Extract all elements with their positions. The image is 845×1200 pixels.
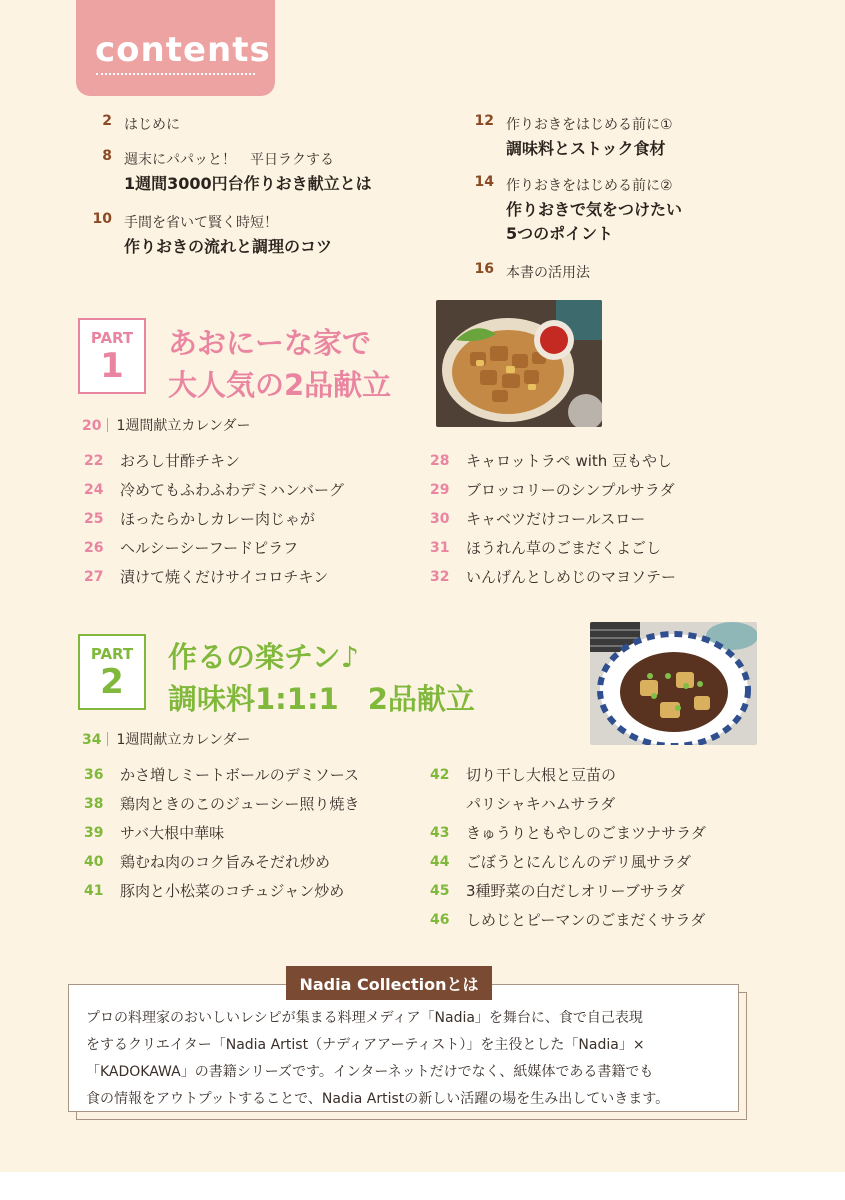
contents-heading: contents — [95, 30, 271, 70]
part2-badge — [78, 634, 146, 710]
item-title: ほうれん草のごまだくよごし — [466, 539, 662, 557]
part2-calendar-entry[interactable] — [82, 729, 250, 749]
toc-entry[interactable] — [474, 261, 590, 285]
calendar-label: 1週間献立カレンダー — [116, 732, 251, 748]
part1-food-photo — [436, 300, 602, 427]
item-title: 鶏肉ときのこのジューシー照り焼き — [120, 795, 360, 813]
nadia-line: プロの料理家のおいしいレシピが集まる料理メディア「Nadia」を舞台に、食で自己表現 — [86, 1010, 643, 1026]
toc-title: 調味料とストック食材 — [506, 139, 666, 158]
list-item[interactable] — [430, 789, 706, 818]
list-item[interactable] — [84, 847, 359, 876]
part2-food-photo — [590, 622, 757, 745]
part1-calendar-entry[interactable] — [82, 415, 250, 435]
item-page-number: 30 — [430, 510, 450, 527]
toc-entry[interactable] — [102, 148, 372, 196]
item-page-number: 43 — [430, 824, 450, 841]
nadia-label: Nadia Collectionとは — [286, 966, 492, 1000]
item-title: ヘルシーシーフードピラフ — [120, 539, 299, 557]
part1-main-dish-list — [84, 446, 344, 591]
toc-page-number: 12 — [474, 113, 494, 129]
item-page-number: 44 — [430, 853, 450, 870]
calendar-label: 1週間献立カレンダー — [116, 418, 251, 434]
item-title: 鶏むね肉のコク旨みそだれ炒め — [120, 853, 331, 871]
list-item[interactable] — [430, 533, 676, 562]
toc-page-number: 10 — [92, 211, 112, 227]
item-page-number: 40 — [84, 853, 104, 870]
calendar-divider — [107, 418, 108, 432]
item-page-number: 41 — [84, 882, 104, 899]
part1-title-line2: 大人気の2品献立 — [168, 368, 392, 402]
item-title: いんげんとしめじのマヨソテー — [466, 568, 677, 586]
part1-badge-label: PART — [90, 329, 134, 347]
toc-title: 1週間3000円台作りおき献立とは — [124, 174, 372, 193]
list-item[interactable] — [84, 533, 344, 562]
item-page-number: 42 — [430, 766, 450, 783]
item-page-number: 38 — [84, 795, 104, 812]
nadia-line: 食の情報をアウトプットすることで、Nadia Artistの新しい活躍の場を生み出していきます。 — [86, 1091, 670, 1107]
item-title: ブロッコリーのシンプルサラダ — [466, 481, 675, 499]
list-item[interactable] — [430, 446, 676, 475]
item-page-number: 27 — [84, 568, 104, 585]
item-title: かさ増しミートボールのデミソース — [120, 766, 359, 784]
list-item[interactable] — [430, 905, 706, 934]
list-item[interactable] — [84, 475, 344, 504]
list-item[interactable] — [84, 562, 344, 591]
item-title: 冷めてもふわふわデミハンバーグ — [120, 481, 344, 499]
list-item[interactable] — [430, 475, 676, 504]
toc-subtitle: はじめに — [124, 117, 180, 133]
item-title: 切り干し大根と豆苗の — [466, 766, 617, 784]
item-title: ほったらかしカレー肉じゃが — [120, 510, 316, 528]
item-title: おろし甘酢チキン — [120, 452, 240, 470]
item-title: 3種野菜の白だしオリーブサラダ — [466, 882, 685, 900]
item-page-number: 46 — [430, 911, 450, 928]
toc-title: 作りおきの流れと調理のコツ — [124, 237, 333, 256]
toc-entry[interactable] — [474, 174, 683, 246]
part2-side-dish-list — [430, 760, 706, 934]
list-item[interactable] — [84, 818, 359, 847]
calendar-page-number: 20 — [82, 418, 102, 434]
item-page-number: 29 — [430, 481, 450, 498]
toc-title-line2: 5つのポイント — [506, 224, 614, 243]
toc-entry[interactable] — [92, 211, 333, 259]
item-page-number: 39 — [84, 824, 104, 841]
toc-page-number: 16 — [474, 261, 494, 277]
item-page-number: 31 — [430, 539, 450, 556]
item-title: しめじとピーマンのごまだくサラダ — [466, 911, 706, 929]
part2-main-dish-list — [84, 760, 359, 905]
list-item[interactable] — [84, 789, 359, 818]
list-item[interactable] — [430, 818, 706, 847]
list-item[interactable] — [430, 562, 676, 591]
list-item[interactable] — [84, 446, 344, 475]
item-page-number: 32 — [430, 568, 450, 585]
part2-title-line2: 調味料1:1:1 2品献立 — [168, 682, 475, 716]
item-page-number: 25 — [84, 510, 104, 527]
part1-badge-number: 1 — [100, 346, 124, 386]
list-item[interactable] — [430, 876, 706, 905]
item-title: キャロットラペ with 豆もやし — [466, 452, 673, 470]
list-item[interactable] — [430, 504, 676, 533]
item-title: きゅうりともやしのごまツナサラダ — [466, 824, 706, 842]
item-page-number: 24 — [84, 481, 104, 498]
item-title: サバ大根中華味 — [120, 824, 225, 842]
toc-entry[interactable] — [102, 113, 180, 137]
item-page-number: 26 — [84, 539, 104, 556]
item-title: パリシャキハムサラダ — [466, 795, 616, 813]
list-item[interactable] — [430, 847, 706, 876]
item-title: キャベツだけコールスロー — [466, 510, 646, 528]
contents-tab — [76, 0, 275, 96]
toc-subtitle: 本書の活用法 — [506, 265, 590, 281]
calendar-page-number: 34 — [82, 732, 102, 748]
toc-title: 作りおきで気をつけたい — [506, 200, 683, 219]
item-page-number: 36 — [84, 766, 104, 783]
toc-page-number: 8 — [102, 148, 112, 164]
calendar-divider — [107, 732, 108, 746]
part1-side-dish-list — [430, 446, 676, 591]
item-title: 豚肉と小松菜のコチュジャン炒め — [120, 882, 345, 900]
part2-badge-number: 2 — [100, 662, 124, 702]
list-item[interactable] — [430, 760, 706, 789]
item-page-number: 22 — [84, 452, 104, 469]
item-title: 漬けて焼くだけサイコロチキン — [120, 568, 329, 586]
toc-page-number: 2 — [102, 113, 112, 129]
nadia-line: 「KADOKAWA」の書籍シリーズです。インターネットだけでなく、紙媒体である書籍でも — [86, 1064, 654, 1080]
toc-entry[interactable] — [474, 113, 673, 161]
list-item[interactable] — [84, 876, 359, 905]
nadia-line: をするクリエイター「Nadia Artist（ナディアアーティスト）」を主役とした「Nadia」× — [86, 1037, 645, 1053]
part1-title-line1: あおにーな家で — [168, 326, 372, 360]
toc-subtitle: 作りおきをはじめる前に① — [506, 117, 673, 133]
part2-badge-label: PART — [90, 645, 134, 663]
toc-subtitle: 手間を省いて賢く時短！ — [124, 215, 278, 231]
contents-dots-decoration — [96, 73, 255, 75]
item-page-number: 45 — [430, 882, 450, 899]
item-title: ごぼうとにんじんのデリ風サラダ — [466, 853, 691, 871]
list-item[interactable] — [84, 504, 344, 533]
item-page-number: 28 — [430, 452, 450, 469]
toc-subtitle: 作りおきをはじめる前に② — [506, 178, 673, 194]
part2-title-line1: 作るの楽チン♪ — [168, 640, 360, 674]
part1-badge — [78, 318, 146, 394]
toc-subtitle: 週末にパパッと！ 平日ラクする — [124, 152, 334, 168]
list-item[interactable] — [84, 760, 359, 789]
nadia-description — [86, 1005, 726, 1113]
toc-page-number: 14 — [474, 174, 494, 190]
